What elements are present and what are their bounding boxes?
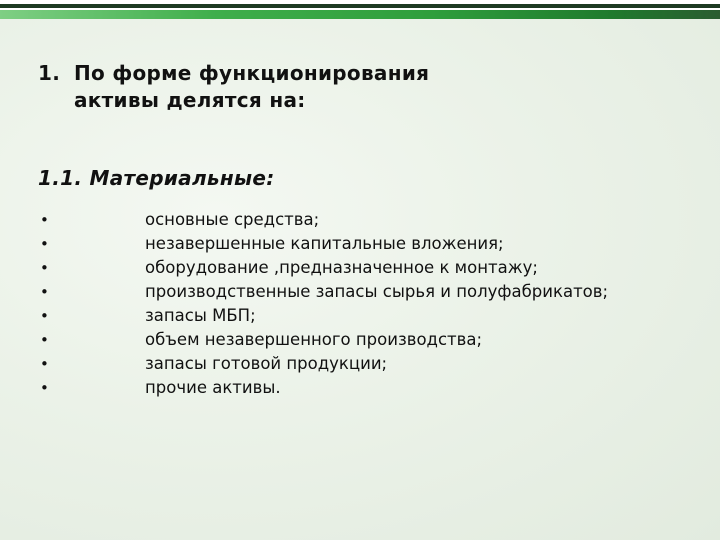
list-item xyxy=(40,209,680,231)
asset-list xyxy=(40,209,680,401)
bullet-icon: • xyxy=(40,355,49,373)
heading-number: 1. xyxy=(38,61,61,85)
list-item xyxy=(40,281,680,303)
bullet-icon: • xyxy=(40,379,49,397)
bullet-icon: • xyxy=(40,331,49,349)
bullet-icon: • xyxy=(40,235,49,253)
bullet-icon: • xyxy=(40,283,49,301)
list-item-label: оборудование ,предназначенное к монтажу; xyxy=(145,258,538,277)
slide-heading xyxy=(38,60,678,114)
list-item-label: объем незавершенного производства; xyxy=(145,330,483,349)
bullet-icon: • xyxy=(40,307,49,325)
heading-text: По форме функционирования активы делятся на: xyxy=(74,61,430,112)
list-item xyxy=(40,257,680,279)
list-item xyxy=(40,329,680,351)
subheading-material: 1.1. Материальные: xyxy=(38,166,275,190)
list-item-label: запасы готовой продукции; xyxy=(145,354,388,373)
list-item-label: производственные запасы сырья и полуфабрикатов; xyxy=(145,282,609,301)
list-item-label: основные средства; xyxy=(145,210,320,229)
list-item-label: прочие активы. xyxy=(145,378,281,397)
green-gradient-strip xyxy=(0,10,720,19)
list-item xyxy=(40,233,680,255)
list-item xyxy=(40,353,680,375)
list-item-label: запасы МБП; xyxy=(145,306,256,325)
list-item-label: незавершенные капитальные вложения; xyxy=(145,234,504,253)
list-item xyxy=(40,377,680,399)
bullet-icon: • xyxy=(40,259,49,277)
bullet-icon: • xyxy=(40,211,49,229)
list-item xyxy=(40,305,680,327)
top-decorative-band xyxy=(0,0,720,20)
